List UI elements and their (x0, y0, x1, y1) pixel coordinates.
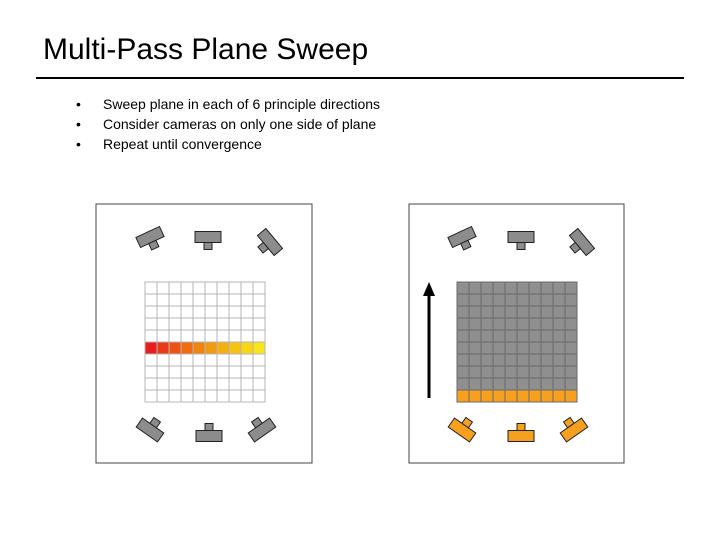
grid-cell (157, 342, 169, 354)
grid-cell (241, 282, 253, 294)
grid-cell (241, 342, 253, 354)
grid-cell (529, 330, 541, 342)
grid-cell (145, 294, 157, 306)
grid-cell (553, 330, 565, 342)
grid-cell (229, 306, 241, 318)
grid-cell (457, 306, 469, 318)
grid-cell (541, 282, 553, 294)
grid-cell (517, 318, 529, 330)
grid-cell (145, 378, 157, 390)
grid-cell (205, 378, 217, 390)
grid-cell (493, 378, 505, 390)
grid-cell (193, 366, 205, 378)
grid-cell (205, 342, 217, 354)
grid-cell (253, 318, 265, 330)
grid-cell (565, 330, 577, 342)
grid-cell (517, 354, 529, 366)
grid-cell (517, 342, 529, 354)
grid-cell (181, 378, 193, 390)
grid-cell (241, 366, 253, 378)
grid-cell (229, 330, 241, 342)
grid-cell (517, 330, 529, 342)
grid-cell (193, 330, 205, 342)
grid-cell (457, 294, 469, 306)
grid-cell (169, 366, 181, 378)
grid-cell (157, 366, 169, 378)
grid-cell (181, 282, 193, 294)
camera-body (196, 431, 222, 442)
grid-cell (217, 354, 229, 366)
grid-cell (529, 306, 541, 318)
grid-cell (181, 330, 193, 342)
grid-cell (145, 354, 157, 366)
grid-cell (469, 378, 481, 390)
grid-cell (541, 318, 553, 330)
grid-cell (241, 318, 253, 330)
grid-cell (181, 306, 193, 318)
grid-cell (553, 318, 565, 330)
grid-cell (541, 378, 553, 390)
grid-cell (253, 366, 265, 378)
grid-cell (505, 378, 517, 390)
grid-cell (481, 342, 493, 354)
grid-cell (169, 378, 181, 390)
grid-cell (193, 318, 205, 330)
grid-cell (253, 306, 265, 318)
grid-cell (241, 390, 253, 402)
camera-body (508, 232, 534, 243)
grid-cell (253, 378, 265, 390)
grid-cell (169, 306, 181, 318)
grid-cell (541, 354, 553, 366)
grid-cell (241, 330, 253, 342)
grid-cell (181, 354, 193, 366)
grid-cell (517, 378, 529, 390)
grid-cell (205, 306, 217, 318)
grid-cell (241, 294, 253, 306)
grid-cell (157, 390, 169, 402)
grid-cell (253, 330, 265, 342)
grid-cell (493, 306, 505, 318)
grid-cell (457, 378, 469, 390)
grid-cell (481, 330, 493, 342)
grid-cell (181, 318, 193, 330)
grid-cell (541, 342, 553, 354)
grid-cell (145, 330, 157, 342)
grid-cell (517, 390, 529, 402)
grid-cell (157, 294, 169, 306)
grid-cell (229, 378, 241, 390)
grid-cell (517, 366, 529, 378)
grid-cell (193, 354, 205, 366)
grid-cell (169, 390, 181, 402)
grid-cell (565, 306, 577, 318)
grid-cell (145, 282, 157, 294)
grid-cell (469, 366, 481, 378)
grid-cell (493, 354, 505, 366)
grid-cell (469, 390, 481, 402)
grid-cell (157, 306, 169, 318)
grid-cell (517, 282, 529, 294)
grid-cell (217, 318, 229, 330)
grid-cell (565, 342, 577, 354)
grid-cell (157, 354, 169, 366)
camera-body (508, 431, 534, 442)
grid-cell (529, 378, 541, 390)
grid-cell (529, 366, 541, 378)
camera-body (195, 232, 221, 243)
slide-title: Multi-Pass Plane Sweep (43, 33, 369, 66)
grid-cell (505, 318, 517, 330)
grid-cell (493, 318, 505, 330)
grid-cell (481, 318, 493, 330)
grid-cell (529, 318, 541, 330)
grid-cell (157, 282, 169, 294)
grid-cell (505, 354, 517, 366)
grid-cell (205, 390, 217, 402)
grid-cell (193, 294, 205, 306)
grid-cell (193, 342, 205, 354)
camera-lens (517, 424, 525, 431)
grid-cell (553, 282, 565, 294)
grid-cell (505, 366, 517, 378)
grid-cell (481, 354, 493, 366)
grid-cell (553, 354, 565, 366)
camera-lens (517, 243, 525, 250)
bullet-dot-icon: • (76, 116, 81, 132)
grid-cell (481, 294, 493, 306)
bullet-dot-icon: • (76, 96, 81, 112)
grid-cell (169, 342, 181, 354)
grid-cell (541, 390, 553, 402)
grid-cell (169, 318, 181, 330)
grid-cell (253, 354, 265, 366)
grid-cell (145, 342, 157, 354)
grid-cell (217, 378, 229, 390)
grid-cell (517, 294, 529, 306)
grid-cell (493, 282, 505, 294)
grid-cell (553, 342, 565, 354)
grid-cell (193, 306, 205, 318)
right-voxel-grid (457, 282, 577, 402)
grid-cell (481, 378, 493, 390)
grid-cell (193, 378, 205, 390)
grid-cell (493, 330, 505, 342)
grid-cell (481, 282, 493, 294)
grid-cell (205, 330, 217, 342)
bullet-dot-icon: • (76, 136, 81, 152)
grid-cell (565, 378, 577, 390)
grid-cell (469, 330, 481, 342)
grid-cell (241, 354, 253, 366)
grid-cell (145, 306, 157, 318)
grid-cell (205, 282, 217, 294)
grid-cell (217, 366, 229, 378)
bullet-text: Sweep plane in each of 6 principle directions (103, 96, 381, 112)
grid-cell (493, 366, 505, 378)
grid-cell (469, 354, 481, 366)
grid-cell (241, 378, 253, 390)
grid-cell (169, 354, 181, 366)
grid-cell (169, 294, 181, 306)
grid-cell (229, 342, 241, 354)
grid-cell (457, 282, 469, 294)
grid-cell (145, 318, 157, 330)
grid-cell (493, 390, 505, 402)
grid-cell (157, 318, 169, 330)
grid-cell (181, 342, 193, 354)
grid-cell (505, 294, 517, 306)
grid-cell (493, 294, 505, 306)
grid-cell (217, 306, 229, 318)
grid-cell (157, 378, 169, 390)
grid-cell (217, 294, 229, 306)
grid-cell (217, 342, 229, 354)
grid-cell (553, 294, 565, 306)
grid-cell (253, 282, 265, 294)
grid-cell (253, 294, 265, 306)
grid-cell (157, 330, 169, 342)
grid-cell (553, 306, 565, 318)
grid-cell (469, 318, 481, 330)
grid-cell (193, 390, 205, 402)
grid-cell (469, 294, 481, 306)
grid-cell (565, 282, 577, 294)
grid-cell (193, 282, 205, 294)
grid-cell (529, 282, 541, 294)
grid-cell (229, 318, 241, 330)
grid-cell (145, 366, 157, 378)
grid-cell (145, 390, 157, 402)
grid-cell (565, 390, 577, 402)
grid-cell (457, 342, 469, 354)
grid-cell (229, 390, 241, 402)
grid-cell (529, 294, 541, 306)
grid-cell (205, 366, 217, 378)
grid-cell (469, 342, 481, 354)
grid-cell (253, 342, 265, 354)
grid-cell (505, 390, 517, 402)
grid-cell (169, 330, 181, 342)
grid-cell (229, 354, 241, 366)
grid-cell (493, 342, 505, 354)
grid-cell (181, 366, 193, 378)
grid-cell (181, 390, 193, 402)
grid-cell (565, 318, 577, 330)
grid-cell (505, 306, 517, 318)
grid-cell (481, 390, 493, 402)
grid-cell (457, 366, 469, 378)
camera-lens (205, 424, 213, 431)
left-voxel-grid (145, 282, 265, 402)
grid-cell (565, 354, 577, 366)
grid-cell (541, 366, 553, 378)
grid-cell (169, 282, 181, 294)
grid-cell (505, 282, 517, 294)
grid-cell (229, 282, 241, 294)
grid-cell (217, 390, 229, 402)
grid-cell (541, 330, 553, 342)
bullet-text: Repeat until convergence (103, 136, 262, 152)
grid-cell (529, 354, 541, 366)
grid-cell (181, 294, 193, 306)
grid-cell (253, 390, 265, 402)
grid-cell (553, 390, 565, 402)
camera-lens (204, 243, 212, 250)
grid-cell (529, 342, 541, 354)
grid-cell (469, 282, 481, 294)
grid-cell (217, 330, 229, 342)
grid-cell (553, 378, 565, 390)
grid-cell (229, 294, 241, 306)
grid-cell (457, 390, 469, 402)
grid-cell (205, 354, 217, 366)
grid-cell (565, 366, 577, 378)
grid-cell (457, 354, 469, 366)
grid-cell (553, 366, 565, 378)
grid-cell (541, 294, 553, 306)
grid-cell (241, 306, 253, 318)
grid-cell (565, 294, 577, 306)
grid-cell (481, 366, 493, 378)
grid-cell (505, 342, 517, 354)
bullet-text: Consider cameras on only one side of plane (103, 116, 377, 132)
grid-cell (541, 306, 553, 318)
grid-cell (229, 366, 241, 378)
grid-cell (457, 330, 469, 342)
grid-cell (505, 330, 517, 342)
grid-cell (517, 306, 529, 318)
grid-cell (529, 390, 541, 402)
grid-cell (205, 294, 217, 306)
grid-cell (481, 306, 493, 318)
grid-cell (457, 318, 469, 330)
grid-cell (469, 306, 481, 318)
grid-cell (217, 282, 229, 294)
grid-cell (205, 318, 217, 330)
